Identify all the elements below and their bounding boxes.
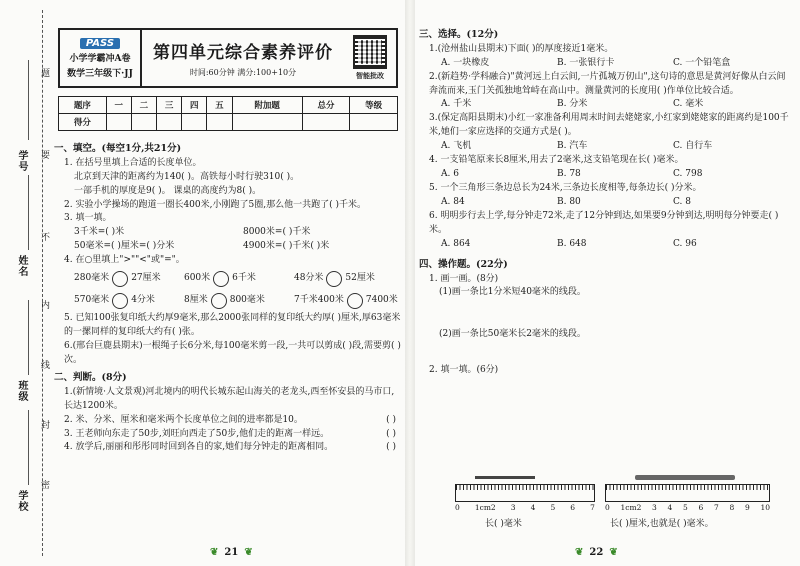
- judge-text: 2. 米、分米、厘米和毫米两个长度单位之间的进率都是10。: [64, 414, 303, 425]
- name-label: 姓名: [16, 255, 27, 277]
- compare-left: 570毫米: [74, 295, 110, 306]
- ruler-num: 3: [510, 503, 516, 512]
- compare-left: 8厘米: [183, 295, 208, 306]
- judge-text: 3. 王老师向东走了50步,刘旺向西走了50步,他们走的距离一样远。: [64, 428, 330, 439]
- question-line[interactable]: 北京到天津的距离约为140( )。高铁每小时行驶310( )。: [74, 171, 300, 182]
- seal-char: 要: [39, 150, 49, 159]
- page-number-left: [210, 547, 253, 558]
- compare-circle[interactable]: [211, 293, 227, 309]
- options-row: [419, 168, 789, 182]
- compare-item: [184, 268, 294, 290]
- judge-answer[interactable]: ( ): [386, 414, 396, 425]
- ruler-body: [605, 484, 770, 502]
- compare-item: [294, 268, 404, 290]
- option[interactable]: A. 864: [441, 238, 471, 249]
- question-line[interactable]: 一部手机的厚度是9( )。 课桌的高度约为8( )。: [74, 185, 262, 196]
- ruler-num: 9: [744, 503, 750, 512]
- options-row: [419, 98, 789, 112]
- score-table: [58, 96, 398, 131]
- compare-left: 7千米400米: [293, 295, 344, 306]
- student-number-field[interactable]: [28, 60, 29, 140]
- judge-text: 4. 放学后,丽丽和彤彤同时回到各自的家,她们每分钟走的距离相同。: [64, 442, 334, 453]
- score-header-cell: 附加题: [232, 97, 302, 114]
- option[interactable]: B. 80: [556, 197, 581, 208]
- page-number: 22: [589, 547, 604, 558]
- option[interactable]: C. 自行车: [672, 141, 713, 152]
- right-content: [419, 28, 789, 378]
- ruler-num: 10: [760, 503, 770, 512]
- left-content: [54, 142, 404, 455]
- compare-left: 280毫米: [74, 273, 110, 284]
- ruler-num: 5: [683, 503, 688, 512]
- question: 4. 在○里填上">""<"或"="。: [64, 255, 185, 266]
- leaf-icon: ❦: [609, 547, 618, 558]
- compare-item: [294, 290, 404, 312]
- question[interactable]: 5. 已知100张复印纸大约厚9毫米,那么2000张同样的复印纸大约厚( )厘米,厚63毫米的一摞同样的复印纸大约有( )张。: [64, 313, 401, 338]
- option[interactable]: B. 78: [556, 169, 581, 180]
- judge-item: [54, 386, 404, 414]
- ruler-2-answer[interactable]: 长( )厘米,也就是( )毫米。: [610, 519, 714, 529]
- option[interactable]: A. 6: [441, 169, 459, 180]
- options-row: [419, 57, 789, 71]
- class-field[interactable]: [28, 300, 29, 375]
- qr-label: 智能批改: [356, 71, 384, 80]
- compare-grid: [54, 268, 404, 312]
- score-cell[interactable]: [157, 114, 182, 131]
- book-gutter: [405, 0, 415, 566]
- compare-right: 52厘米: [345, 273, 375, 284]
- options-row: [419, 238, 789, 252]
- class-label: 班级: [16, 380, 27, 402]
- judge-item: [54, 441, 404, 455]
- score-header-cell: 四: [182, 97, 207, 114]
- school-label: 学校: [16, 490, 27, 512]
- option[interactable]: A. 一块橡皮: [441, 57, 490, 68]
- question: 2. 填一填。(6分): [429, 365, 499, 376]
- options-row: [419, 196, 789, 210]
- ruler-num: 7: [590, 503, 595, 512]
- exam-meta: 时间:60分钟 满分:100+10分: [189, 68, 297, 77]
- school-field[interactable]: [28, 410, 29, 485]
- option[interactable]: A. 千米: [441, 99, 472, 110]
- ruler-num: 1cm2: [474, 503, 496, 512]
- score-header-cell: 总分: [302, 97, 350, 114]
- judge-answer[interactable]: ( ): [386, 442, 396, 453]
- section-choice-title: 三、选择。(12分): [419, 29, 499, 40]
- page-number: 21: [224, 547, 239, 558]
- ruler-num: 1cm2: [620, 503, 642, 512]
- score-cell[interactable]: [350, 114, 398, 131]
- grade-label: 数学三年级下·JJ: [67, 68, 133, 79]
- ruler-num: 0: [455, 503, 460, 512]
- ruler-num: 0: [605, 503, 610, 512]
- question: 3.(保定高阳县期末)小红一家准备利用周末时间去姥姥家,小红家到姥姥家的距离约是100千米,她们一家应选择的交通方式是( )。: [429, 113, 789, 138]
- compare-item: [74, 290, 184, 312]
- ruler-numbers: [455, 503, 595, 512]
- question: 6. 明明步行去上学,每分钟走72米,走了12分钟到达,如果要9分钟到达,明明每分钟要走( )米。: [429, 210, 779, 235]
- compare-circle[interactable]: [326, 271, 342, 287]
- series-name: 小学学霸冲A卷: [69, 53, 131, 64]
- question: 2.(新趋势·学科融合)"黄河远上白云间,一片孤城万仞山",这句诗的意思是黄河好像从白云间奔流而来,玉门关孤独地耸峙在高山中。测量黄河的长度用( )作单位比较合适。: [429, 71, 786, 96]
- page-number-right: [575, 547, 618, 558]
- question: 1. 画一画。(8分): [429, 273, 499, 284]
- draw-task: (1)画一条比1分米短40毫米的线段。: [439, 287, 586, 298]
- score-header-cell: 五: [207, 97, 232, 114]
- option[interactable]: B. 分米: [556, 99, 588, 110]
- ruler-2: [605, 484, 770, 516]
- seal-char: 线: [39, 360, 49, 369]
- section-judge-title: 二、判断。(8分): [54, 371, 127, 383]
- exam-title: 第四单元综合素养评价: [153, 43, 333, 63]
- compare-right: 6千米: [232, 273, 256, 284]
- score-header-cell: 等级: [350, 97, 398, 114]
- leaf-icon: ❦: [575, 547, 584, 558]
- score-cell[interactable]: [182, 114, 207, 131]
- score-header-cell: 一: [106, 97, 131, 114]
- student-number-label: 学号: [16, 150, 27, 172]
- compare-item: [184, 290, 294, 312]
- score-cell[interactable]: [232, 114, 302, 131]
- score-header-cell: 三: [157, 97, 182, 114]
- seal-char: 题: [39, 68, 49, 77]
- options-row: [419, 140, 789, 154]
- compare-right: 7400米: [365, 295, 398, 306]
- fill-row: [54, 240, 404, 254]
- fill-item[interactable]: 4900米=( )千米( )米: [243, 241, 330, 252]
- section-operation-title: 四、操作题。(22分): [419, 258, 508, 270]
- seal-char: 密: [39, 480, 49, 489]
- question: 1. 在括号里填上合适的长度单位。: [64, 157, 202, 168]
- score-header-row: [59, 97, 398, 114]
- compare-item: [74, 268, 184, 290]
- exam-header: [58, 28, 398, 88]
- option[interactable]: B. 648: [556, 238, 587, 249]
- pin-icon: [475, 476, 535, 479]
- title-box: [142, 30, 344, 86]
- qr-box: [344, 30, 396, 86]
- seal-char: 内: [39, 300, 49, 309]
- score-cell[interactable]: [207, 114, 232, 131]
- option[interactable]: C. 8: [672, 197, 691, 208]
- compare-right: 800毫米: [229, 295, 265, 306]
- score-header-cell: 题序: [59, 97, 107, 114]
- judge-item: [54, 414, 404, 428]
- option[interactable]: B. 汽车: [556, 141, 588, 152]
- right-page: [415, 0, 795, 566]
- judge-answer[interactable]: ( ): [386, 428, 396, 439]
- pencil-icon: [635, 475, 735, 480]
- question: 4. 一支铅笔原来长8厘米,用去了2毫米,这支铅笔现在长( )毫米。: [429, 155, 684, 166]
- ruler-num: 3: [652, 503, 657, 512]
- judge-item: [54, 428, 404, 442]
- ruler-numbers: [605, 503, 770, 512]
- option[interactable]: A. 84: [441, 197, 465, 208]
- compare-circle[interactable]: [347, 293, 363, 309]
- compare-right: 4分米: [131, 295, 155, 306]
- ruler-num: 4: [667, 503, 673, 512]
- score-cell[interactable]: [106, 114, 131, 131]
- compare-circle[interactable]: [112, 271, 128, 287]
- score-cell[interactable]: [131, 114, 156, 131]
- draw-area[interactable]: [419, 300, 789, 328]
- score-input-row: [59, 114, 398, 131]
- cut-line: [42, 10, 43, 556]
- ruler-num: 6: [698, 503, 704, 512]
- score-header-cell: 二: [131, 97, 156, 114]
- leaf-icon: ❦: [210, 547, 219, 558]
- option[interactable]: C. 798: [672, 169, 703, 180]
- score-cell[interactable]: [302, 114, 350, 131]
- compare-circle[interactable]: [213, 271, 229, 287]
- fill-item[interactable]: 3千米=( )米: [74, 227, 125, 238]
- option[interactable]: C. 一个铅笔盒: [672, 57, 731, 68]
- option[interactable]: C. 96: [672, 238, 697, 249]
- section-fill-title: 一、填空。(每空1分,共21分): [54, 143, 182, 154]
- option[interactable]: B. 一张银行卡: [556, 57, 615, 68]
- fill-item[interactable]: 50毫米=( )厘米=( )分米: [74, 241, 175, 252]
- judge-text: 1.(新情境·人文景观)河北境内的明代长城东起山海关的老龙头,西至怀安县的马市口,长达1200米。: [64, 386, 395, 411]
- series-box: [60, 30, 142, 86]
- name-field[interactable]: [28, 175, 29, 250]
- leaf-icon: ❦: [244, 547, 253, 558]
- draw-area[interactable]: [419, 342, 789, 364]
- ruler-body: [455, 484, 595, 502]
- compare-circle[interactable]: [112, 293, 128, 309]
- question[interactable]: 2. 实验小学操场的跑道一圈长400米,小刚跑了5圈,那么他一共跑了( )千米。: [64, 199, 366, 210]
- seal-char: 封: [39, 420, 49, 429]
- ruler-num: 7: [713, 503, 719, 512]
- binding-margin: [0, 0, 50, 566]
- question: 3. 填一填。: [64, 213, 112, 224]
- draw-task: (2)画一条比50毫米长2毫米的线段。: [439, 329, 586, 340]
- ruler-num: 8: [729, 503, 735, 512]
- compare-right: 27厘米: [131, 273, 161, 284]
- ruler-1-answer[interactable]: 长( )毫米: [485, 519, 522, 529]
- ruler-1: [455, 484, 595, 516]
- option[interactable]: C. 毫米: [672, 99, 704, 110]
- score-row-label: 得分: [59, 114, 107, 131]
- question: 5. 一个三角形三条边总长为24米,三条边长度相等,每条边长( )分米。: [429, 183, 702, 194]
- seal-char: 不: [39, 232, 49, 241]
- left-page: [50, 0, 405, 566]
- option[interactable]: A. 飞机: [441, 141, 472, 152]
- compare-left: 48分米: [293, 273, 324, 284]
- compare-left: 600米: [183, 273, 211, 284]
- ruler-num: 5: [550, 503, 556, 512]
- ruler-num: 6: [570, 503, 576, 512]
- question[interactable]: 6.(邢台巨鹿县期末)一根绳子长6分米,每100毫米剪一段,一共可以剪成( )段,需要剪( )次。: [64, 341, 401, 366]
- fill-item[interactable]: 8000米=( )千米: [243, 227, 311, 238]
- pass-logo: PASS: [80, 38, 120, 49]
- fill-row: [54, 226, 404, 240]
- qr-code-icon[interactable]: [353, 35, 387, 69]
- question: 1.(沧州盐山县期末)下面( )的厚度接近1毫米。: [429, 43, 614, 54]
- ruler-num: 4: [530, 503, 536, 512]
